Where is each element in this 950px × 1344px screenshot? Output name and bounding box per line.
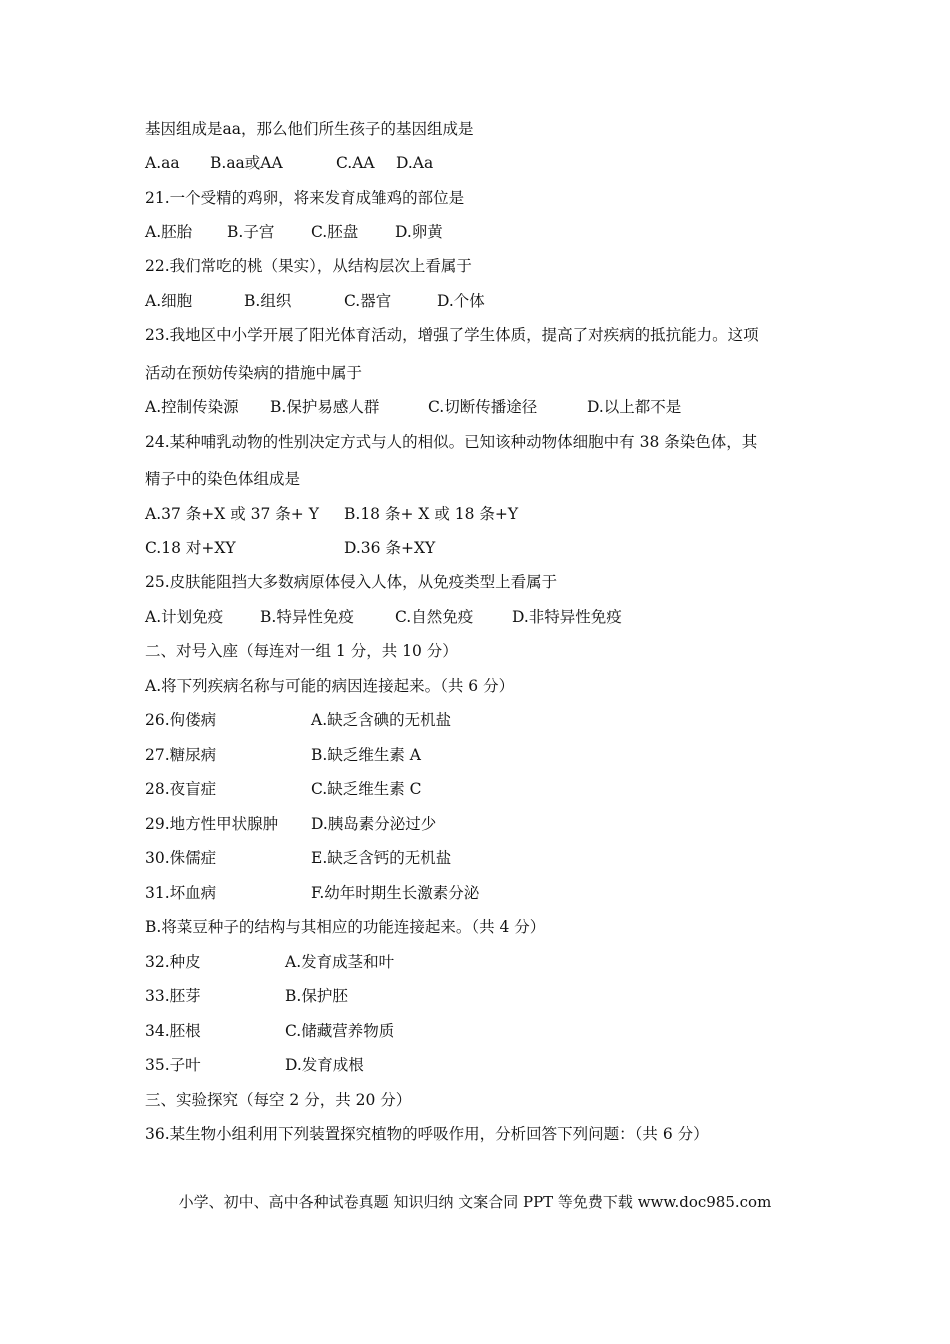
question-24-options-row-1 [145, 504, 845, 524]
option-b: B.aa或AA [210, 154, 283, 172]
option-c: C.器官 [344, 292, 392, 310]
option-b: B.18 条+ X 或 18 条+Y [344, 505, 519, 523]
page-footer: 小学、初中、高中各种试卷真题 知识归纳 文案合同 PPT 等免费下载 www.doc985.com [178, 1193, 772, 1211]
option-a: A.aa [145, 154, 180, 172]
match-row [145, 986, 845, 1006]
disease-name: 31.坏血病 [145, 884, 217, 902]
option-a: A.计划免疫 [145, 608, 224, 626]
option-b: B.组织 [244, 292, 292, 310]
match-row [145, 848, 845, 868]
option-d: D.Aa [396, 154, 434, 172]
question-24-options-row-2 [145, 538, 845, 558]
option-d: D.卵黄 [395, 223, 443, 241]
question-21-options [145, 222, 845, 242]
question-23-options [145, 397, 845, 417]
seed-function: D.发育成根 [285, 1056, 364, 1074]
disease-cause: F.幼年时期生长激素分泌 [311, 884, 480, 902]
option-a: A.胚胎 [145, 223, 193, 241]
disease-cause: A.缺乏含碘的无机盐 [311, 711, 452, 729]
question-25-options [145, 607, 845, 627]
option-c: C.18 对+XY [145, 539, 236, 557]
disease-cause: C.缺乏维生素 C [311, 780, 422, 798]
option-d: D.非特异性免疫 [512, 608, 622, 626]
question-22: 22.我们常吃的桃（果实），从结构层次上看属于 [145, 257, 472, 275]
option-d: D.个体 [437, 292, 485, 310]
disease-name: 30.侏儒症 [145, 849, 217, 867]
match-row [145, 1021, 845, 1041]
question-22-options [145, 291, 845, 311]
match-row [145, 710, 845, 730]
section-2-part-a-instruction: A.将下列疾病名称与可能的病因连接起来。（共 6 分） [145, 677, 515, 695]
seed-function: A.发育成茎和叶 [285, 953, 395, 971]
question-20-tail: 基因组成是aa，那么他们所生孩子的基因组成是 [145, 120, 474, 138]
disease-cause: E.缺乏含钙的无机盐 [311, 849, 452, 867]
option-b: B.保护易感人群 [270, 398, 380, 416]
seed-structure: 35.子叶 [145, 1056, 201, 1074]
question-21: 21.一个受精的鸡卵，将来发育成雏鸡的部位是 [145, 189, 465, 207]
disease-name: 26.佝偻病 [145, 711, 217, 729]
option-a: A.控制传染源 [145, 398, 239, 416]
match-row [145, 1055, 845, 1075]
disease-cause: B.缺乏维生素 A [311, 746, 421, 764]
option-c: C.自然免疫 [395, 608, 474, 626]
option-a: A.细胞 [145, 292, 193, 310]
question-23-line-2: 活动在预妨传染病的措施中属于 [145, 364, 363, 382]
option-c: C.胚盘 [311, 223, 359, 241]
match-row [145, 883, 845, 903]
option-a: A.37 条+X 或 37 条+ Y [145, 505, 319, 523]
option-b: B.特异性免疫 [260, 608, 354, 626]
question-23-line-1: 23.我地区中小学开展了阳光体育活动，增强了学生体质，提高了对疾病的抵抗能力。这项 [145, 326, 759, 344]
match-row [145, 779, 845, 799]
seed-structure: 33.胚芽 [145, 987, 201, 1005]
match-row [145, 814, 845, 834]
option-b: B.子宫 [227, 223, 275, 241]
option-d: D.以上都不是 [587, 398, 682, 416]
question-24-line-1: 24.某种哺乳动物的性别决定方式与人的相似。已知该种动物体细胞中有 38 条染色体，其 [145, 433, 758, 451]
seed-function: C.储藏营养物质 [285, 1022, 395, 1040]
option-c: C.AA [336, 154, 375, 172]
question-24-line-2: 精子中的染色体组成是 [145, 470, 301, 488]
question-25: 25.皮肤能阻挡大多数病原体侵入人体，从免疫类型上看属于 [145, 573, 558, 591]
disease-name: 27.糖尿病 [145, 746, 217, 764]
match-row [145, 745, 845, 765]
match-row [145, 952, 845, 972]
disease-cause: D.胰岛素分泌过少 [311, 815, 437, 833]
question-20-options [145, 153, 845, 173]
seed-structure: 34.胚根 [145, 1022, 201, 1040]
question-36: 36.某生物小组利用下列装置探究植物的呼吸作用，分析回答下列问题：（共 6 分） [145, 1125, 709, 1143]
option-c: C.切断传播途径 [428, 398, 538, 416]
option-d: D.36 条+XY [344, 539, 436, 557]
seed-structure: 32.种皮 [145, 953, 201, 971]
seed-function: B.保护胚 [285, 987, 348, 1005]
section-2-heading: 二、对号入座（每连对一组 1 分，共 10 分） [145, 642, 458, 660]
disease-name: 28.夜盲症 [145, 780, 217, 798]
section-3-heading: 三、实验探究（每空 2 分，共 20 分） [145, 1091, 412, 1109]
disease-name: 29.地方性甲状腺肿 [145, 815, 279, 833]
section-2-part-b-instruction: B.将菜豆种子的结构与其相应的功能连接起来。（共 4 分） [145, 918, 546, 936]
